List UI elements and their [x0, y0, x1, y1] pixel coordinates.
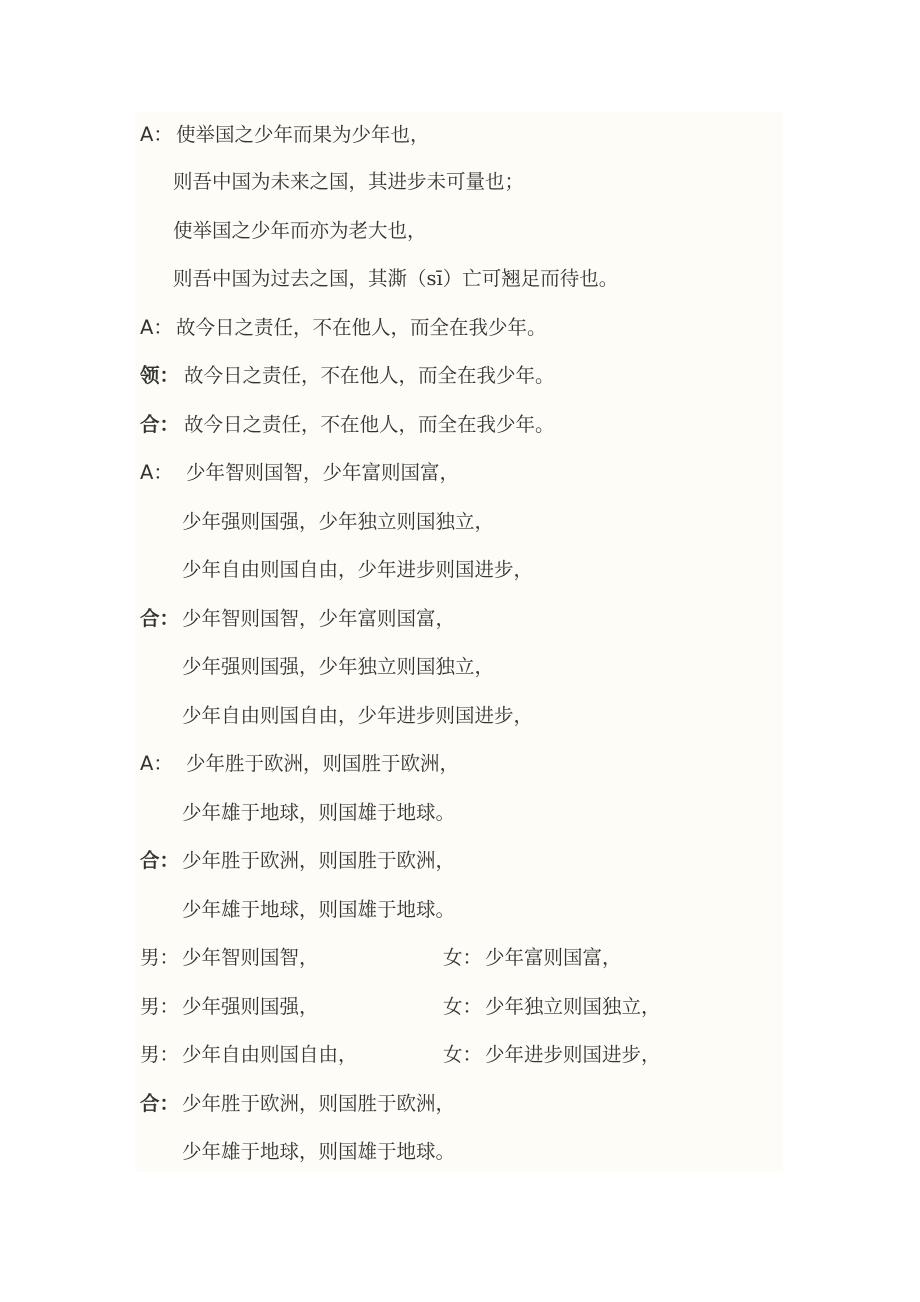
line-text: 少年自由则国自由，少年进步则国进步， [182, 558, 534, 581]
script-line [140, 207, 780, 256]
line-text: 少年智则国智，少年富则国富， [186, 461, 460, 484]
script-line [140, 983, 780, 1032]
script-line [140, 304, 780, 353]
script-line [140, 158, 780, 207]
speaker-label: A： [140, 461, 173, 484]
script-line [140, 886, 780, 935]
speaker-label: 合： [140, 606, 180, 630]
speaker-label: 领： [140, 364, 180, 387]
script-line [140, 112, 780, 158]
script-line [140, 1080, 780, 1129]
script-line [140, 789, 780, 838]
speaker-label-female: 女： [443, 946, 483, 969]
speaker-label: 男： [140, 994, 180, 1018]
line-text: 故今日之责任，不在他人，而全在我少年。 [184, 364, 555, 387]
line-text: 少年强则国强，少年独立则国独立， [182, 655, 495, 678]
line-text: 少年雄于地球，则国雄于地球。 [182, 897, 456, 921]
line-text: 则吾中国为未来之国，其进步未可量也； [173, 170, 525, 193]
line-text: 则吾中国为过去之国，其澌（sī）亡可翘足而待也。 [173, 267, 619, 290]
recitation-script [140, 112, 780, 1177]
line-text: 故今日之责任，不在他人，而全在我少年。 [184, 412, 555, 436]
line-text: 少年胜于欧洲，则国胜于欧洲， [182, 1091, 456, 1115]
script-line [140, 449, 780, 498]
script-line [140, 595, 780, 644]
script-line [140, 934, 780, 983]
script-line [140, 498, 780, 547]
line-text: 少年雄于地球，则国雄于地球。 [182, 800, 456, 824]
line-text: 使举国之少年而果为少年也， [176, 123, 430, 146]
speaker-label-female: 女： [443, 994, 483, 1018]
speaker-label: 合： [140, 1091, 180, 1115]
line-text: 少年强则国强， [182, 994, 319, 1018]
line-text: 少年智则国智， [182, 946, 319, 969]
script-line [140, 1031, 780, 1080]
script-line [140, 401, 780, 450]
speaker-label: A： [140, 752, 173, 775]
script-line [140, 352, 780, 401]
line-text: 少年胜于欧洲，则国胜于欧洲， [186, 752, 460, 775]
line-text: 少年智则国智，少年富则国富， [182, 606, 456, 630]
line-text: 少年胜于欧洲，则国胜于欧洲， [182, 849, 456, 872]
speaker-label-female: 女： [443, 1043, 483, 1066]
line-text: 少年雄于地球，则国雄于地球。 [182, 1140, 456, 1163]
script-line [140, 692, 780, 741]
line-text: 少年强则国强，少年独立则国独立， [182, 509, 495, 533]
script-line [140, 255, 780, 304]
line-text: 少年自由则国自由，少年进步则国进步， [182, 703, 534, 727]
line-text-female: 少年富则国富， [485, 946, 622, 969]
script-line [140, 643, 780, 692]
script-line [140, 740, 780, 789]
speaker-label: 男： [140, 1043, 180, 1066]
speaker-label: A： [140, 123, 173, 146]
line-text-female: 少年进步则国进步， [485, 1043, 661, 1066]
speaker-label: A： [140, 315, 173, 339]
speaker-label: 合： [140, 412, 180, 436]
speaker-label: 合： [140, 849, 180, 872]
line-text: 少年自由则国自由， [182, 1043, 358, 1066]
line-text: 故今日之责任，不在他人，而全在我少年。 [176, 315, 547, 339]
script-line [140, 1128, 780, 1177]
line-text-female: 少年独立则国独立， [485, 994, 661, 1018]
script-line [140, 546, 780, 595]
script-line [140, 837, 780, 886]
speaker-label: 男： [140, 946, 180, 969]
line-text: 使举国之少年而亦为老大也， [173, 218, 427, 242]
